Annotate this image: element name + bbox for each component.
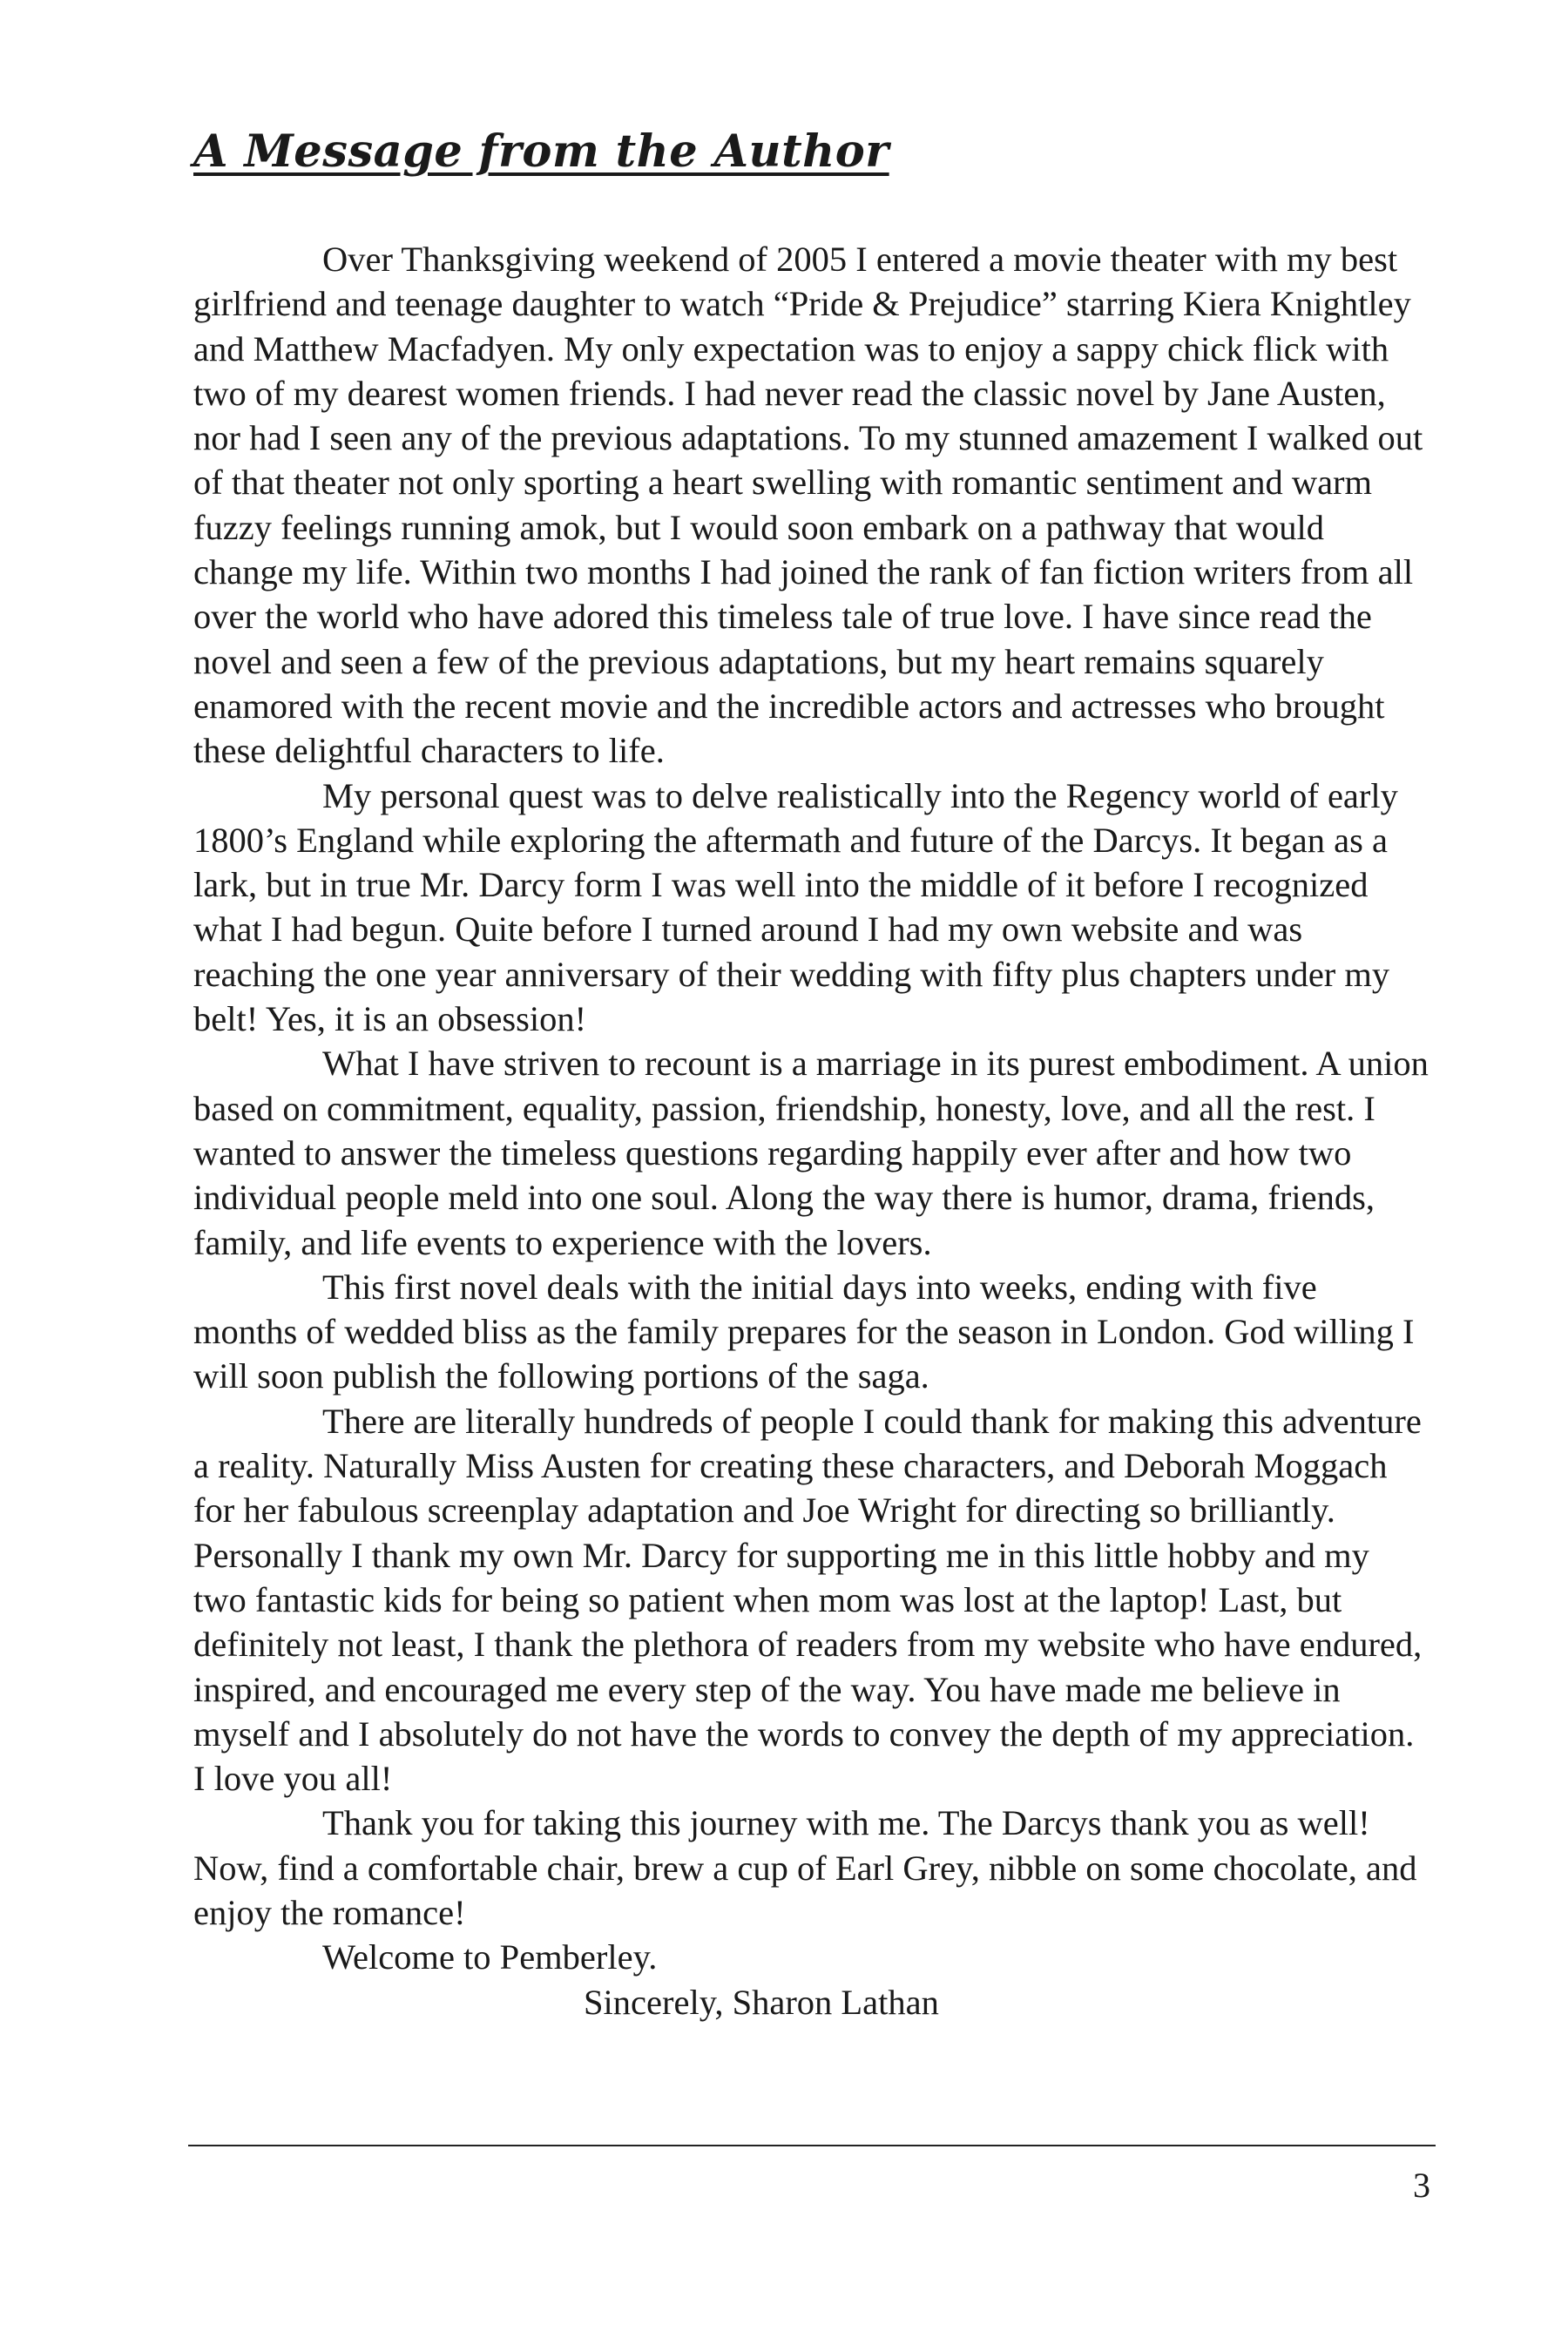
paragraph-4: This first novel deals with the initial days into weeks, ending with five months of wedded bliss as the family prepares for the season in London. God willing I will soon publish the following portions of the saga. xyxy=(193,1267,1415,1396)
page-title: A Message from the Author xyxy=(193,125,889,178)
paragraph-2: My personal quest was to delve realistically into the Regency world of early 1800’s England while exploring the aftermath and future of the Darcys. It began as a lark, but in true Mr. Darcy form I was well into the middle of it before I recognized what I had begun. Quite before I turned around I had my own website and was reaching the one year anniversary of their wedding with fifty plus chapters under my belt! Yes, it is an obsession! xyxy=(193,775,1398,1039)
paragraph-3: What I have striven to recount is a marriage in its purest embodiment. A union based on commitment, equality, passion, friendship, honesty, love, and all the rest. I wanted to answer the timeless questions regarding happily ever after and how two individual people meld into one soul. Along the way there is humor, drama, friends, family, and life events to experience with the lovers. xyxy=(193,1044,1429,1262)
paragraph-1: Over Thanksgiving weekend of 2005 I entered a movie theater with my best girlfriend and teenage daughter to watch “Pride & Prejudice” starring Kiera Knightley and Matthew Macfadyen. My only expectation was to enjoy a sappy chick flick with two of my dearest women friends. I had never read the classic novel by Jane Austen, nor had I seen any of the previous adaptations. To my stunned amazement I walked out of that theater not only sporting a heart swelling with romantic sentiment and warm fuzzy feelings running amok, but I would soon embark on a pathway that would change my life. Within two months I had joined the rank of fan fiction writers from all over the world who have adored this timeless tale of true love. I have since read the novel and seen a few of the previous adaptations, but my heart remains squarely enamored with the recent movie and the incredible actors and actresses who brought these delightful characters to life. xyxy=(193,240,1423,771)
message-body xyxy=(193,237,1429,2024)
paragraph-6: Thank you for taking this journey with me. The Darcys thank you as well! Now, find a comfortable chair, brew a cup of Earl Grey, nibble on some chocolate, and enjoy the romance! xyxy=(193,1803,1417,1932)
paragraph-5: There are literally hundreds of people I could thank for making this adventure a reality. Naturally Miss Austen for creating these characters, and Deborah Moggach for her fabulous screenplay adaptation and Joe Wright for directing so brilliantly. Personally I thank my own Mr. Darcy for supporting me in this little hobby and my two fantastic kids for being so patient when mom was lost at the laptop! Last, but definitely not least, I thank the plethora of readers from my website who have endured, inspired, and encouraged me every step of the way. You have made me believe in myself and I absolutely do not have the words to convey the depth of my appreciation. I love you all! xyxy=(193,1401,1423,1799)
page-number: 3 xyxy=(1413,2166,1430,2205)
paragraph-7: Welcome to Pemberley. xyxy=(322,1937,658,1977)
signature: Sincerely, Sharon Lathan xyxy=(584,1982,939,2022)
footer-divider xyxy=(188,2145,1436,2146)
